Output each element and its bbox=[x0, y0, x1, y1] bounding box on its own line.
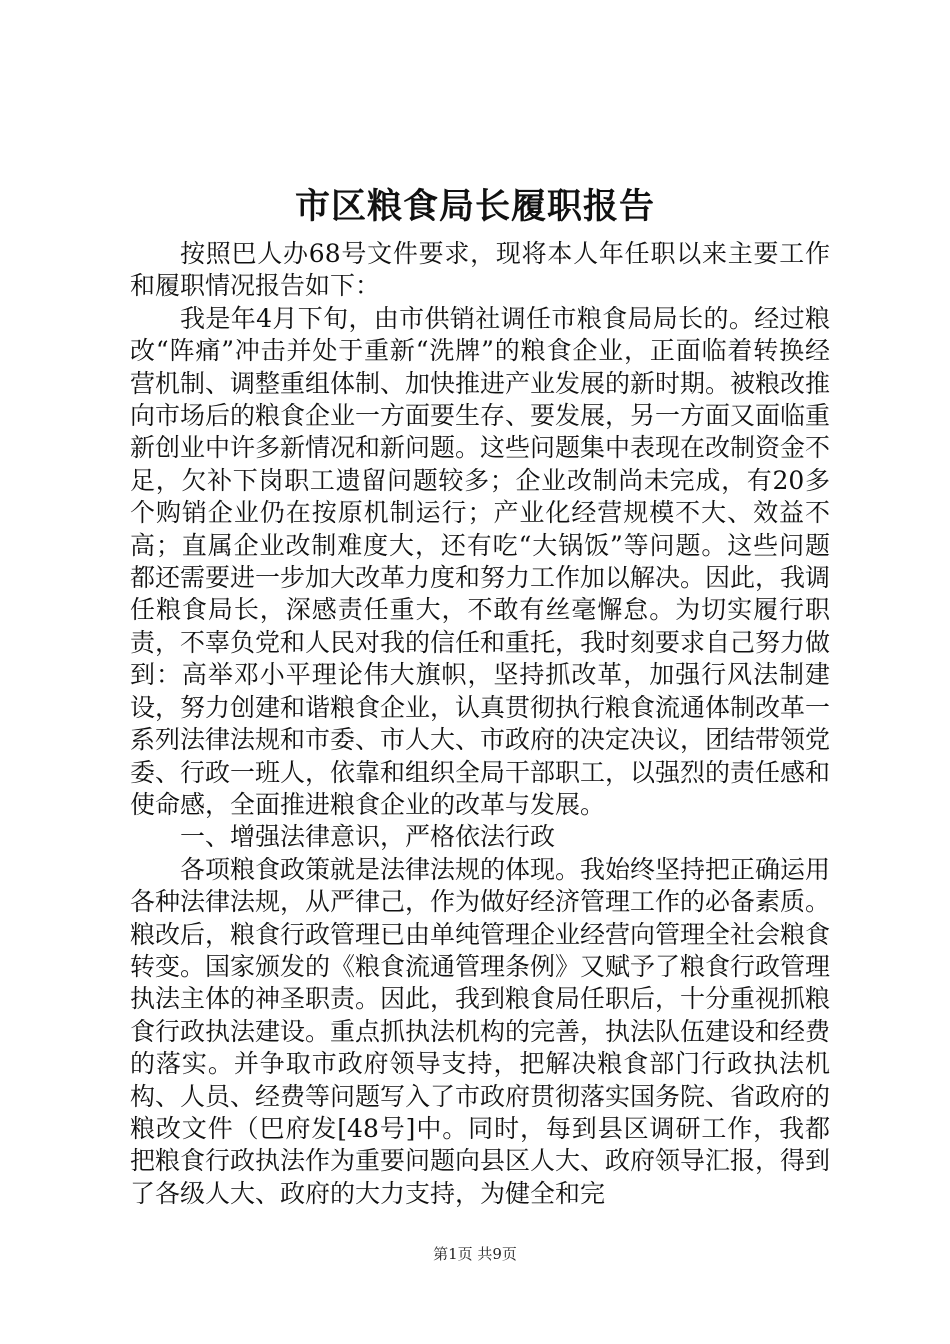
page-number-footer: 第1页 共9页 bbox=[433, 1245, 517, 1263]
paragraph-intro: 按照巴人办68号文件要求，现将本人年任职以来主要工作和履职情况报告如下： bbox=[130, 239, 830, 301]
document-body bbox=[130, 238, 830, 1210]
document-title: 市区粮食局长履职报告 bbox=[294, 186, 655, 227]
paragraph-background: 我是年4月下旬，由市供销社调任市粮食局局长的。经过粮改“阵痛”冲击并处于重新“洗牌”的粮食企业，正面临着转换经营机制、调整重组体制、加快推进产业发展的新时期。被粮改推向市场后的粮食企业一方面要生存、要发展，另一方面又面临重新创业中许多新情况和新问题。这些问题集中表现在改制资金不足，欠补下岗职工遗留问题较多；企业改制尚未完成，有20多个购销企业仍在按原机制运行；产业化经营规模不大、效益不高；直属企业改制难度大，还有吃“大锅饭”等问题。这些问题都还需要进一步加大改革力度和努力工作加以解决。因此，我调任粮食局长，深感责任重大，不敢有丝毫懈怠。为切实履行职责，不辜负党和人民对我的信任和重托，我时刻要求自己努力做到：高举邓小平理论伟大旗帜，坚持抓改革，加强行风法制建设，努力创建和谐粮食企业，认真贯彻执行粮食流通体制改革一系列法律法规和市委、市人大、市政府的决定决议，团结带领党委、行政一班人，依靠和组织全局干部职工，以强烈的责任感和使命感，全面推进粮食企业的改革与发展。 bbox=[130, 303, 831, 819]
paragraph-section-1: 各项粮食政策就是法律法规的体现。我始终坚持把正确运用各种法律法规，从严律己，作为做好经济管理工作的必备素质。粮改后，粮食行政管理已由单纯管理企业经营向管理全社会粮食转变。国家颁发的《粮食流通管理条例》又赋予了粮食行政管理执法主体的神圣职责。因此，我到粮食局任职后，十分重视抓粮食行政执法建设。重点抓执法机构的完善，执法队伍建设和经费的落实。并争取市政府领导支持，把解决粮食部门行政执法机构、人员、经费等问题写入了市政府贯彻落实国务院、省政府的粮改文件（巴府发[48号]中。同时，每到县区调研工作，我都把粮食行政执法作为重要问题向县区人大、政府领导汇报，得到了各级人大、政府的大力支持，为健全和完 bbox=[130, 854, 831, 1208]
section-heading-1: 一、增强法律意识，严格依法行政 bbox=[180, 822, 556, 852]
